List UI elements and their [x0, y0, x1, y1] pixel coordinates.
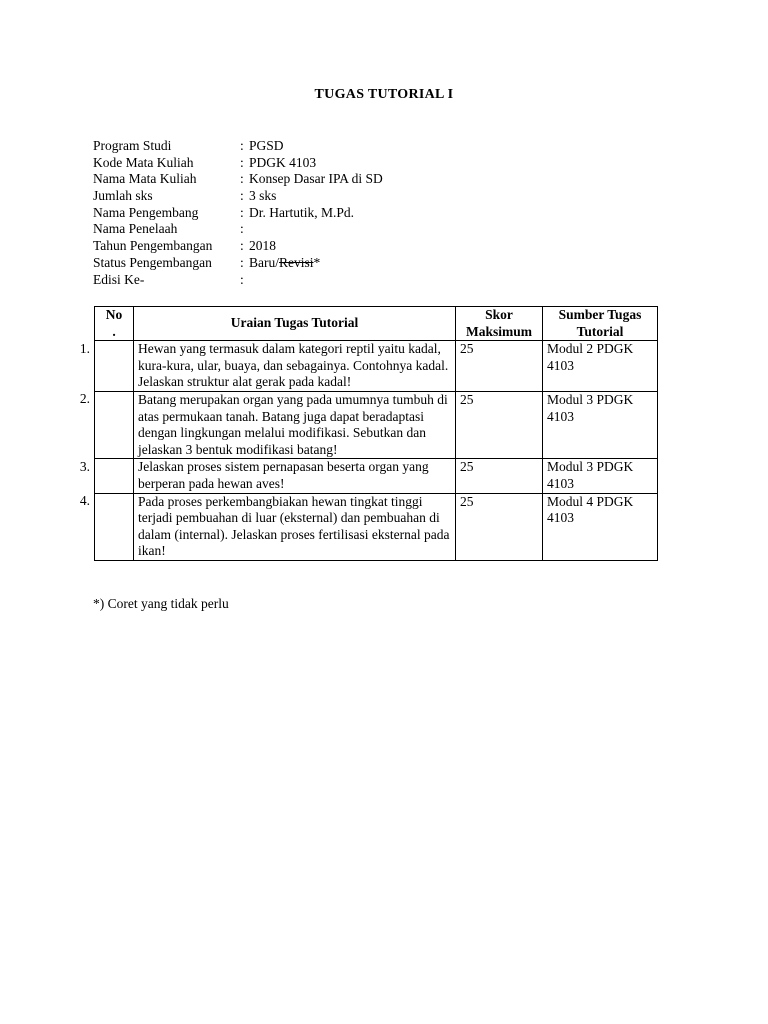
meta-label: Jumlah sks	[93, 188, 153, 204]
meta-row-kode-mata-kuliah	[93, 155, 383, 172]
meta-value: Dr. Hartutik, M.Pd.	[249, 204, 355, 220]
header-description: Uraian Tugas Tutorial	[134, 307, 456, 341]
row-description: Batang merupakan organ yang pada umumnya tumbuh di atas permukaan tanah. Batang juga dapat beradaptasi dengan lingkungan melalui modifikasi. Sebutkan dan jelaskan 3 bentuk modifikasi batang!	[134, 391, 456, 458]
table-header-row	[74, 307, 658, 341]
meta-value: PGSD	[249, 138, 284, 153]
meta-colon: :	[240, 171, 244, 187]
course-info	[93, 138, 383, 288]
meta-row-nama-penelaah	[93, 221, 383, 238]
row-score: 25	[456, 391, 543, 458]
meta-label: Edisi Ke-	[93, 271, 145, 287]
row-source: Modul 4 PDGK 4103	[543, 493, 658, 560]
meta-label: Nama Pengembang	[93, 204, 199, 220]
meta-colon: :	[240, 221, 244, 237]
meta-colon: :	[240, 154, 244, 170]
row-source: Modul 2 PDGK 4103	[543, 341, 658, 392]
row-score: 25	[456, 493, 543, 560]
meta-value: Konsep Dasar IPA di SD	[249, 171, 383, 187]
row-no-cell	[95, 341, 134, 392]
meta-colon: :	[240, 238, 244, 254]
meta-value-suffix: *	[313, 254, 321, 270]
meta-row-tahun-pengembangan	[93, 238, 383, 255]
row-source: Modul 3 PDGK 4103	[543, 391, 658, 458]
row-no-cell	[95, 459, 134, 493]
row-description: Jelaskan proses sistem pernapasan beserta organ yang berperan pada hewan aves!	[134, 459, 456, 493]
row-number: 2.	[79, 391, 90, 407]
row-score: 25	[456, 459, 543, 493]
tasks-table	[74, 306, 658, 561]
row-score: 25	[456, 341, 543, 392]
meta-colon: :	[240, 138, 244, 153]
row-number: 3.	[79, 458, 90, 474]
tasks-table-wrapper	[74, 306, 658, 561]
meta-label: Status Pengembangan	[93, 254, 212, 270]
meta-row-nama-mata-kuliah	[93, 171, 383, 188]
meta-row-jumlah-sks	[93, 188, 383, 205]
meta-colon: :	[240, 204, 244, 220]
meta-value: 3 sks	[249, 188, 277, 204]
table-row	[74, 459, 658, 493]
header-no-line2: .	[112, 323, 116, 339]
meta-value-struck: Revisi	[279, 254, 314, 270]
meta-label: Nama Penelaah	[93, 221, 178, 237]
row-number: 1.	[79, 340, 90, 356]
meta-label: Kode Mata Kuliah	[93, 154, 194, 170]
meta-value: PDGK 4103	[249, 154, 317, 170]
meta-colon: :	[240, 254, 244, 270]
row-no-cell	[95, 391, 134, 458]
header-no	[95, 307, 134, 341]
table-row	[74, 341, 658, 392]
meta-value: Baru/	[249, 254, 279, 270]
row-description: Hewan yang termasuk dalam kategori reptil yaitu kadal, kura-kura, ular, buaya, dan sebagainya. Contohnya kadal. Jelaskan struktur alat gerak pada kadal!	[134, 341, 456, 392]
header-source: Sumber Tugas Tutorial	[543, 307, 658, 341]
row-no-cell	[95, 493, 134, 560]
meta-colon: :	[240, 188, 244, 204]
meta-label: Nama Mata Kuliah	[93, 171, 197, 187]
row-number-spacer	[74, 307, 95, 341]
meta-label: Program Studi	[93, 138, 172, 153]
row-number: 4.	[79, 493, 90, 509]
row-source: Modul 3 PDGK 4103	[543, 459, 658, 493]
meta-value: 2018	[249, 238, 276, 254]
meta-row-program-studi	[93, 138, 383, 155]
header-score: Skor Maksimum	[456, 307, 543, 341]
meta-colon: :	[240, 271, 244, 287]
table-row	[74, 391, 658, 458]
header-no-line1: No	[105, 307, 123, 322]
page-title: TUGAS TUTORIAL I	[314, 87, 454, 102]
table-row	[74, 493, 658, 560]
row-description: Pada proses perkembangbiakan hewan tingkat tinggi terjadi pembuahan di luar (eksternal) dan pembuahan di dalam (internal). Jelaskan proses fertilisasi eksternal pada ikan!	[134, 493, 456, 560]
footnote: *) Coret yang tidak perlu	[93, 596, 229, 611]
meta-row-edisi-ke	[93, 272, 383, 289]
meta-label: Tahun Pengembangan	[93, 238, 213, 254]
meta-row-nama-pengembang	[93, 205, 383, 222]
meta-row-status-pengembangan	[93, 255, 383, 272]
